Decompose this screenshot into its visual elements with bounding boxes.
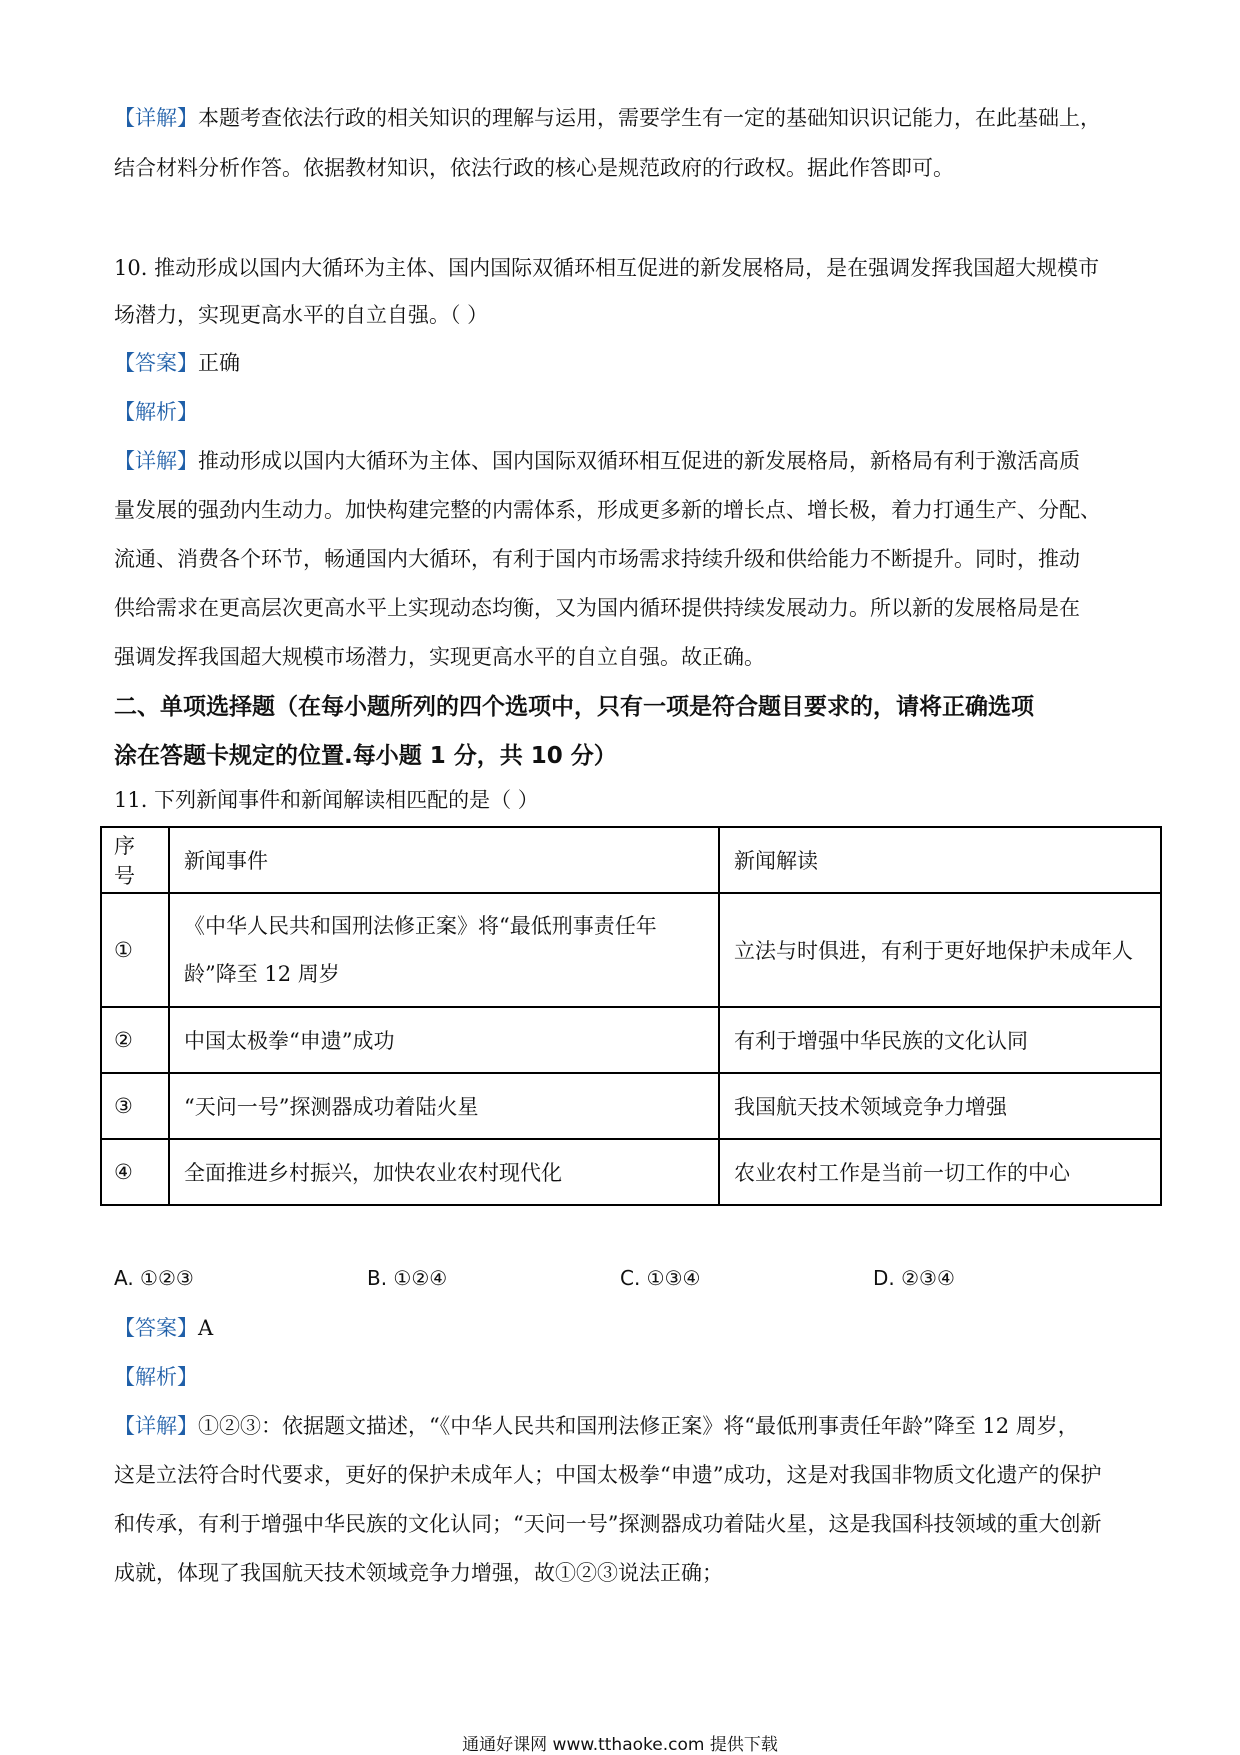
q10-detail-line-4: 供给需求在更高层次更高水平上实现动态均衡，又为国内循环提供持续发展动力。所以新的发展格局是在 (114, 596, 1080, 620)
q10-detail-line-3: 流通、消费各个环节，畅通国内大循环，有利于国内市场需求持续升级和供给能力不断提升。同时，推动 (114, 547, 1080, 571)
news-reading: 农业农村工作是当前一切工作的中心 (719, 1139, 1161, 1205)
news-event: 中国太极拳“申遗”成功 (169, 1007, 719, 1073)
q11-detail-line-2: 这是立法符合时代要求，更好的保护未成年人；中国太极拳“申遗”成功，这是对我国非物质文化遗产的保护 (114, 1463, 1102, 1487)
detail-tag: 【详解】 (114, 1414, 198, 1438)
section-heading-line-1: 二、单项选择题（在每小题所列的四个选项中，只有一项是符合题目要求的，请将正确选项 (114, 694, 1034, 720)
table-row (101, 1073, 1161, 1139)
q11-stem: 11. 下列新闻事件和新闻解读相匹配的是（ ） (114, 788, 539, 812)
q11-detail-line-1: 【详解】①②③：依据题文描述，“《中华人民共和国刑法修正案》将“最低刑事责任年龄”降至 12 周岁， (114, 1414, 1079, 1438)
header-cell: 新闻解读 (719, 827, 1161, 893)
news-event: 《中华人民共和国刑法修正案》将“最低刑事责任年 龄”降至 12 周岁 (169, 893, 719, 1007)
option-a: A. ①②③ (114, 1266, 194, 1290)
detail-tag: 【详解】 (114, 106, 198, 130)
q10-detail-line-1: 【详解】推动形成以国内大循环为主体、国内国际双循环相互促进的新发展格局，新格局有利于激活高质 (114, 449, 1080, 473)
option-c: C. ①③④ (620, 1266, 701, 1290)
answer-tag: 【答案】 (114, 1316, 198, 1340)
news-reading: 有利于增强中华民族的文化认同 (719, 1007, 1161, 1073)
news-event: “天问一号”探测器成功着陆火星 (169, 1073, 719, 1139)
answer-value: 正确 (198, 351, 240, 375)
option-b: B. ①②④ (367, 1266, 448, 1290)
row-number: ④ (101, 1139, 169, 1205)
row-number: ① (101, 893, 169, 1007)
q10-answer (114, 348, 240, 378)
news-event: 全面推进乡村振兴，加快农业农村现代化 (169, 1139, 719, 1205)
news-reading: 立法与时俱进，有利于更好地保护未成年人 (719, 893, 1161, 1007)
section-heading-line-2: 涂在答题卡规定的位置.每小题 1 分，共 10 分） (114, 743, 617, 769)
prev-detail-line-2: 结合材料分析作答。依据教材知识，依法行政的核心是规范政府的行政权。据此作答即可。 (114, 156, 954, 180)
q11-detail-line-3: 和传承，有利于增强中华民族的文化认同；“天问一号”探测器成功着陆火星，这是我国科技领域的重大创新 (114, 1512, 1102, 1536)
table-row (101, 1139, 1161, 1205)
row-number: ③ (101, 1073, 169, 1139)
header-cell: 序号 (101, 827, 169, 893)
news-reading: 我国航天技术领域竞争力增强 (719, 1073, 1161, 1139)
news-table (100, 826, 1162, 1206)
row-number: ② (101, 1007, 169, 1073)
q10-stem-line-2: 场潜力，实现更高水平的自立自强。（ ） (114, 303, 489, 327)
header-cell: 新闻事件 (169, 827, 719, 893)
q11-detail-line-4: 成就，体现了我国航天技术领域竞争力增强，故①②③说法正确； (114, 1561, 723, 1585)
prev-detail-line-1: 【详解】本题考查依法行政的相关知识的理解与运用，需要学生有一定的基础知识识记能力，在此基础上， (114, 106, 1101, 130)
q11-analysis-tag: 【解析】 (114, 1365, 198, 1389)
answer-tag: 【答案】 (114, 351, 198, 375)
q10-detail-line-5: 强调发挥我国超大规模市场潜力，实现更高水平的自立自强。故正确。 (114, 645, 765, 669)
q10-analysis-tag: 【解析】 (114, 400, 198, 424)
q11-answer (114, 1313, 213, 1343)
detail-tag: 【详解】 (114, 449, 198, 473)
q10-detail-line-2: 量发展的强劲内生动力。加快构建完整的内需体系，形成更多新的增长点、增长极，着力打通生产、分配、 (114, 498, 1101, 522)
table-row (101, 1007, 1161, 1073)
footer-source: 通通好课网 www.tthaoke.com 提供下载 (462, 1735, 778, 1755)
table-row (101, 893, 1161, 1007)
q10-stem-line-1: 10. 推动形成以国内大循环为主体、国内国际双循环相互促进的新发展格局，是在强调发挥我国超大规模市 (114, 256, 1100, 280)
table-header-row (101, 827, 1161, 893)
option-d: D. ②③④ (873, 1266, 955, 1290)
answer-value: A (198, 1316, 214, 1340)
